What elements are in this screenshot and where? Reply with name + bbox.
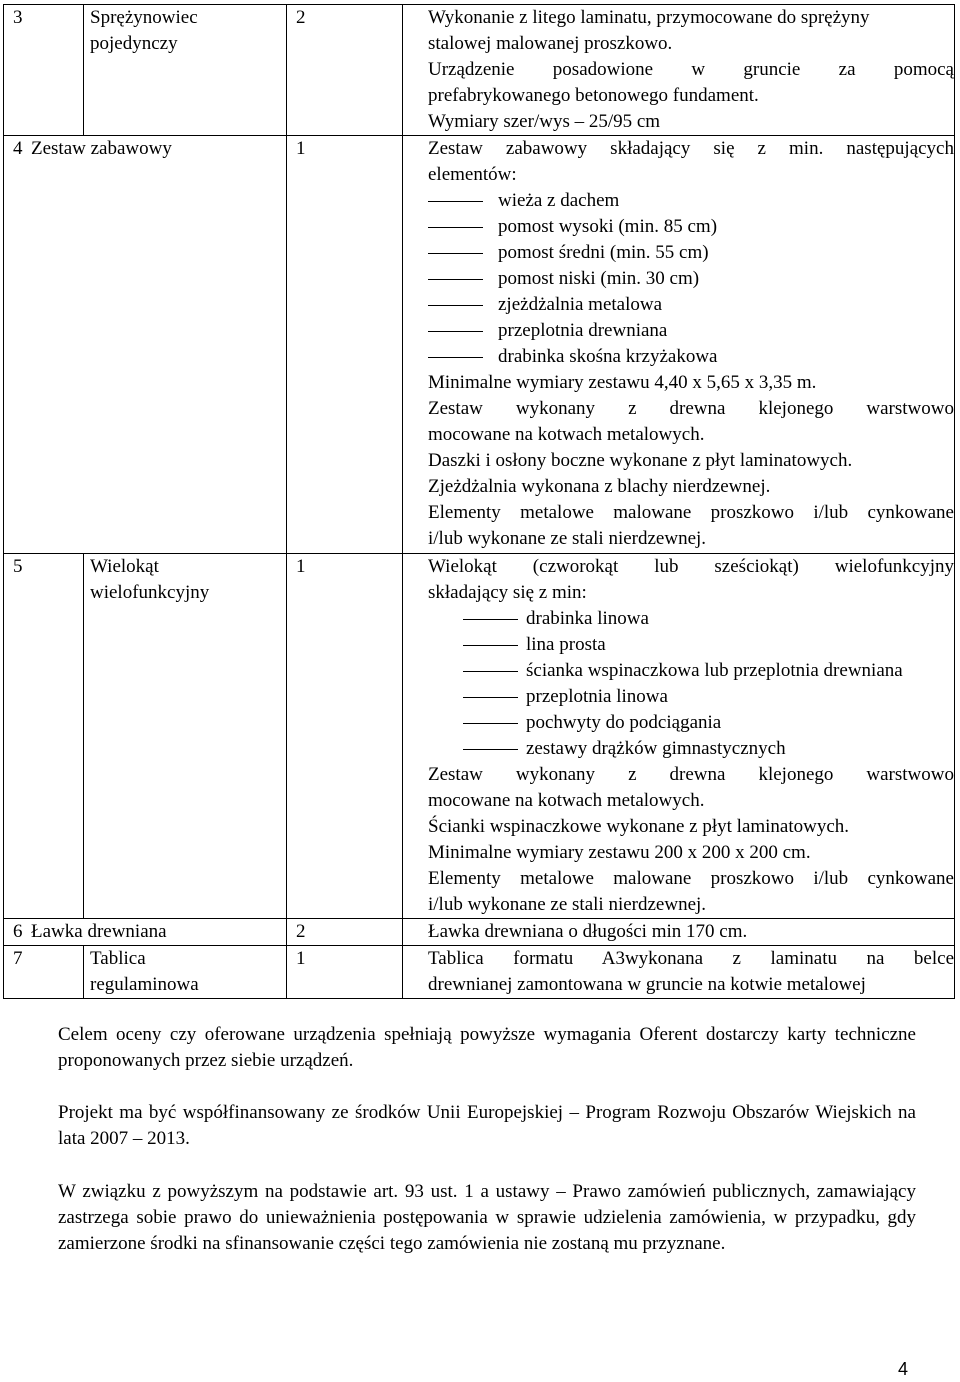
item-name-line: pojedynczy: [90, 33, 178, 54]
desc-line: Elementy metalowe malowane proszkowo i/lub cynkowane: [428, 868, 954, 889]
list-item: pochwyty do podciągania: [428, 710, 954, 736]
table-row: [4, 946, 955, 999]
row-number: 5: [4, 554, 84, 919]
item-quantity: 2: [287, 919, 403, 946]
item-description: [403, 946, 955, 999]
desc-line: Urządzenie posadowione w gruncie za pomocą: [428, 59, 954, 80]
item-quantity: 1: [287, 554, 403, 919]
desc-line: Wymiary szer/wys – 25/95 cm: [428, 111, 661, 132]
desc-line: Minimalne wymiary zestawu 200 x 200 x 200 cm.: [428, 842, 811, 863]
list-item: lina prosta: [428, 632, 954, 658]
list-item: przeplotnia linowa: [428, 684, 954, 710]
equipment-table: [3, 4, 955, 999]
row-number: 3: [4, 5, 84, 136]
desc-line: mocowane na kotwach metalowych.: [428, 790, 705, 811]
item-description: [403, 136, 955, 554]
desc-line: Zjeżdżalnia wykonana z blachy nierdzewnej.: [428, 476, 771, 497]
item-number-and-name: 6 Ławka drewniana: [4, 919, 287, 946]
item-name: [84, 5, 287, 136]
desc-line: składający się z min:: [428, 582, 587, 603]
desc-line: Minimalne wymiary zestawu 4,40 x 5,65 x 3,35 m.: [428, 372, 817, 393]
item-name-line: regulaminowa: [90, 974, 199, 995]
table-row: [4, 919, 955, 946]
list-item: zestawy drążków gimnastycznych: [428, 736, 954, 762]
desc-line: Ścianki wspinaczkowe wykonane z płyt laminatowych.: [428, 816, 850, 837]
list-item: zjeżdżalnia metalowa: [428, 292, 954, 318]
paragraph: Celem oceny czy oferowane urządzenia spełniają powyższe wymagania Oferent dostarczy karty techniczne proponowanych przez siebie urządzeń.: [58, 1024, 916, 1071]
desc-line: Zestaw wykonany z drewna klejonego warstwowo: [428, 398, 954, 419]
paragraph: Projekt ma być współfinansowany ze środków Unii Europejskiej – Program Rozwoju Obszarów Wiejskich na lata 2007 – 2013.: [58, 1102, 916, 1149]
paragraph: W związku z powyższym na podstawie art. 93 ust. 1 a ustawy – Prawo zamówień publicznych, zamawiający zastrzega sobie prawo do unieważnienia postępowania w sprawie udzielenia zamówienia, w przypadku, gdy zamierzone środki na sfinansowanie części tego zamówienia nie zostaną mu przyznane.: [58, 1181, 916, 1254]
item-quantity: 2: [287, 5, 403, 136]
item-name: Ławka drewniana: [31, 921, 167, 942]
desc-line: mocowane na kotwach metalowych.: [428, 424, 705, 445]
list-item: przeplotnia drewniana: [428, 318, 954, 344]
list-item: drabinka skośna krzyżakowa: [428, 344, 954, 370]
desc-line: prefabrykowanego betonowego fundament.: [428, 85, 759, 106]
list-item: wieża z dachem: [428, 188, 954, 214]
list-item: pomost niski (min. 30 cm): [428, 266, 954, 292]
item-name-line: Sprężynowiec: [90, 7, 198, 28]
desc-line: i/lub wykonane ze stali nierdzewnej.: [428, 894, 707, 915]
item-number-and-name: 4 Zestaw zabawowy: [4, 136, 287, 554]
item-quantity: 1: [287, 136, 403, 554]
item-name-line: Tablica: [90, 948, 146, 969]
list-item: ścianka wspinaczkowa lub przeplotnia drewniana: [428, 658, 954, 684]
desc-line: Elementy metalowe malowane proszkowo i/lub cynkowane: [428, 502, 954, 523]
list-item: drabinka linowa: [428, 606, 954, 632]
item-name-line: wielofunkcyjny: [90, 582, 210, 603]
list-item: pomost wysoki (min. 85 cm): [428, 214, 954, 240]
desc-line: Tablica formatu A3wykonana z laminatu na belce: [428, 948, 954, 969]
item-name: Zestaw zabawowy: [31, 138, 172, 159]
list-item: pomost średni (min. 55 cm): [428, 240, 954, 266]
item-name: [84, 946, 287, 999]
row-number: 7: [4, 946, 84, 999]
desc-line: Zestaw wykonany z drewna klejonego warstwowo: [428, 764, 954, 785]
desc-line: elementów:: [428, 164, 517, 185]
item-quantity: 1: [287, 946, 403, 999]
item-description: [403, 5, 955, 136]
table-row: [4, 554, 955, 919]
desc-line: Zestaw zabawowy składający się z min. następujących: [428, 138, 954, 159]
desc-line: Wielokąt (czworokąt lub sześciokąt) wielofunkcyjny: [428, 556, 954, 577]
desc-line: i/lub wykonane ze stali nierdzewnej.: [428, 528, 707, 549]
desc-line: drewnianej zamontowana w gruncie na kotwie metalowej: [428, 974, 866, 995]
desc-line: Daszki i osłony boczne wykonane z płyt laminatowych.: [428, 450, 853, 471]
item-description: Ławka drewniana o długości min 170 cm.: [403, 919, 955, 946]
table-row: [4, 136, 955, 554]
page-number: 4: [898, 1359, 909, 1379]
item-name: [84, 554, 287, 919]
table-row: [4, 5, 955, 136]
desc-line: stalowej malowanej proszkowo.: [428, 33, 673, 54]
item-description: [403, 554, 955, 919]
desc-line: Wykonanie z litego laminatu, przymocowane do sprężyny: [428, 7, 870, 28]
item-name-line: Wielokąt: [90, 556, 159, 577]
